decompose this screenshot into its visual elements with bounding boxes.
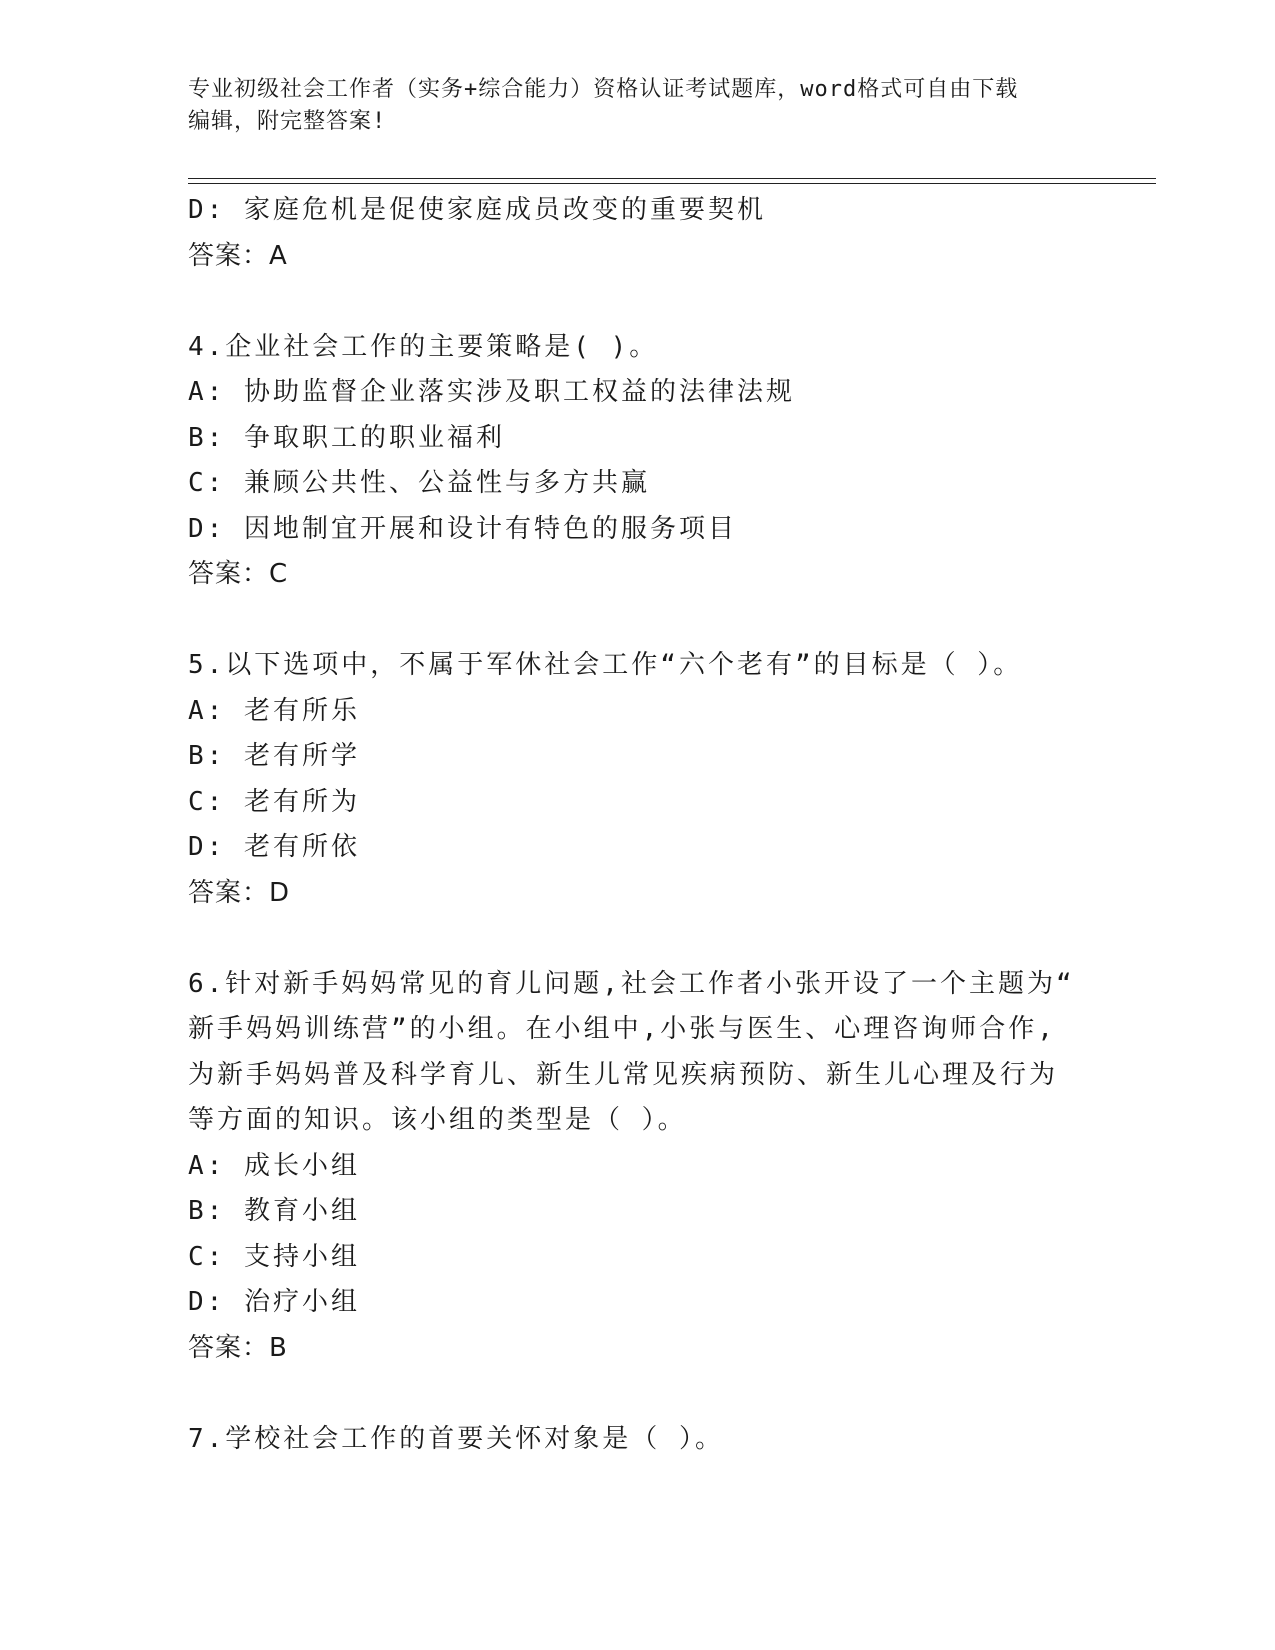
q4-option-a: A: 协助监督企业落实涉及职工权益的法律法规 [188, 377, 795, 407]
header-line-1: 专业初级社会工作者（实务+综合能力）资格认证考试题库，word格式可自由下载 [188, 77, 1019, 102]
question-4 [188, 325, 1088, 598]
q6-answer: 答案：B [188, 1332, 288, 1363]
header-line-2: 编辑，附完整答案! [188, 109, 387, 134]
q4-option-b: B: 争取职工的职业福利 [188, 422, 505, 453]
q5-option-d: D: 老有所依 [188, 832, 360, 862]
q5-option-b: B: 老有所学 [188, 741, 360, 771]
q6-option-d: D: 治疗小组 [188, 1287, 360, 1317]
q6-option-b: B: 教育小组 [188, 1196, 360, 1226]
q6-stem-line-1: 6.针对新手妈妈常见的育儿问题,社会工作者小张开设了一个主题为“ [188, 968, 1075, 999]
q7-stem: 7.学校社会工作的首要关怀对象是（ ）。 [188, 1423, 724, 1454]
question-7 [188, 1417, 1088, 1463]
question-5 [188, 643, 1088, 916]
q5-option-a: A: 老有所乐 [188, 695, 360, 726]
question-3-fragment [188, 188, 1088, 279]
spacer [188, 1371, 1088, 1417]
q6-option-a: A: 成长小组 [188, 1150, 360, 1181]
q5-answer: 答案：D [188, 877, 291, 908]
q5-stem: 5.以下选项中，不属于军休社会工作“六个老有”的目标是（ ）。 [188, 650, 1023, 680]
document-header [188, 74, 1088, 138]
question-6 [188, 962, 1088, 1372]
spacer [188, 598, 1088, 644]
q3-answer: 答案：A [188, 240, 288, 271]
spacer [188, 916, 1088, 962]
q6-stem-line-2: 新手妈妈训练营”的小组。在小组中,小张与医生、心理咨询师合作, [188, 1014, 1056, 1044]
q6-stem-line-3: 为新手妈妈普及科学育儿、新生儿常见疾病预防、新生儿心理及行为 [188, 1059, 1059, 1090]
header-divider-top [188, 178, 1156, 179]
q3-option-d: D: 家庭危机是促使家庭成员改变的重要契机 [188, 195, 766, 225]
spacer [188, 279, 1088, 325]
q4-stem: 4.企业社会工作的主要策略是( )。 [188, 331, 659, 362]
q4-option-c: C: 兼顾公共性、公益性与多方共赢 [188, 468, 650, 498]
q6-option-c: C: 支持小组 [188, 1241, 360, 1272]
q6-stem-line-4: 等方面的知识。该小组的类型是（ ）。 [188, 1105, 687, 1135]
q5-option-c: C: 老有所为 [188, 786, 360, 817]
header-divider-bottom [188, 183, 1156, 184]
q4-option-d: D: 因地制宜开展和设计有特色的服务项目 [188, 513, 737, 544]
q4-answer: 答案：C [188, 559, 289, 589]
question-list [188, 188, 1088, 1462]
